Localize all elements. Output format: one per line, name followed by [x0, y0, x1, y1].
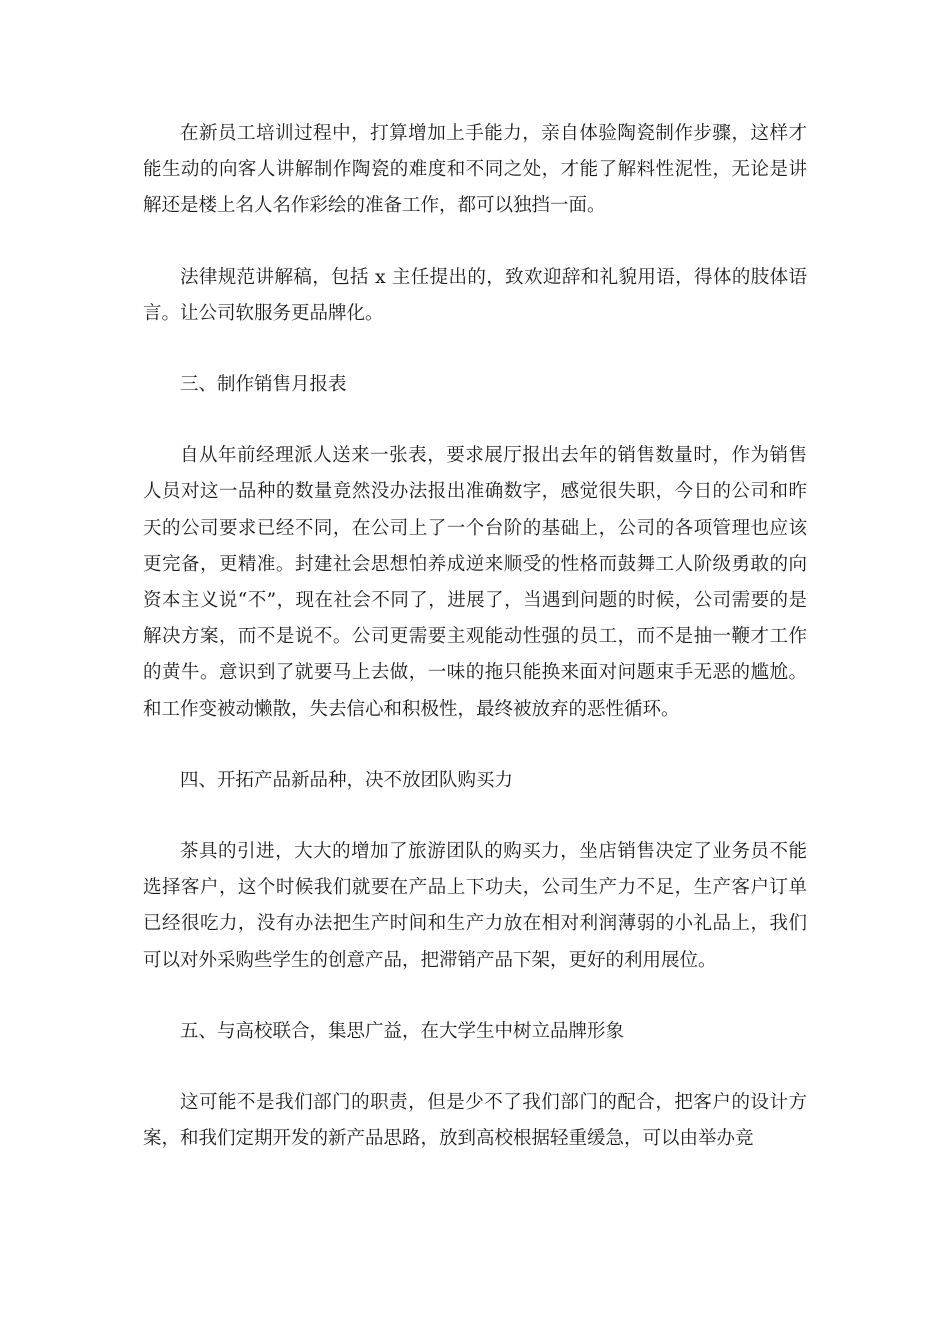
paragraph-training: 在新员工培训过程中，打算增加上手能力，亲自体验陶瓷制作步骤，这样才能生动的向客人讲解制作陶瓷的难度和不同之处，才能了解料性泥性，无论是讲解还是楼上名人名作彩绘的准备工作，都可以独挡一面。	[143, 123, 807, 217]
section-heading-monthly-report: 三、制作销售月报表	[180, 374, 347, 396]
section-heading-university-partnership: 五、与高校联合，集思广益，在大学生中树立品牌形象	[180, 1020, 625, 1042]
paragraph-new-products: 茶具的引进，大大的增加了旅游团队的购买力，坐店销售决定了业务员不能选择客户，这个时候我们就要在产品上下功夫，公司生产力不足，生产客户订单已经很吃力，没有办法把生产时间和生产力放在相对利润薄弱的小礼品上，我们可以对外采购些学生的创意产品，把滞销产品下架，更好的利用展位。	[143, 841, 807, 971]
document-body	[143, 116, 807, 1157]
paragraph-monthly-report: 自从年前经理派人送来一张表，要求展厅报出去年的销售数量时，作为销售人员对这一品种的数量竟然没办法报出准确数字，感觉很失职，今日的公司和昨天的公司要求已经不同，在公司上了一个台阶的基础上，公司的各项管理也应该更完备，更精准。封建社会思想怕养成逆来顺受的性格而鼓舞工人阶级勇敢的向资本主义说“不”，现在社会不同了，进展了，当遇到问题的时候，公司需要的是解决方案，而不是说不。公司更需要主观能动性强的员工，而不是抽一鞭才工作的黄牛。意识到了就要马上去做，一味的拖只能换来面对问题束手无恶的尴尬。和工作变被动懒散，失去信心和积极性，最终被放弃的恶性循环。	[143, 445, 807, 720]
section-heading-new-products: 四、开拓产品新品种，决不放团队购买力	[180, 769, 514, 791]
paragraph-university-partnership: 这可能不是我们部门的职责，但是少不了我们部门的配合，把客户的设计方案，和我们定期开发的新产品思路，放到高校根据轻重缓急，可以由举办竞	[143, 1092, 807, 1150]
paragraph-speech-guidelines: 法律规范讲解稿，包括 x 主任提出的，致欢迎辞和礼貌用语，得体的肢体语言。让公司软服务更品牌化。	[143, 266, 807, 324]
